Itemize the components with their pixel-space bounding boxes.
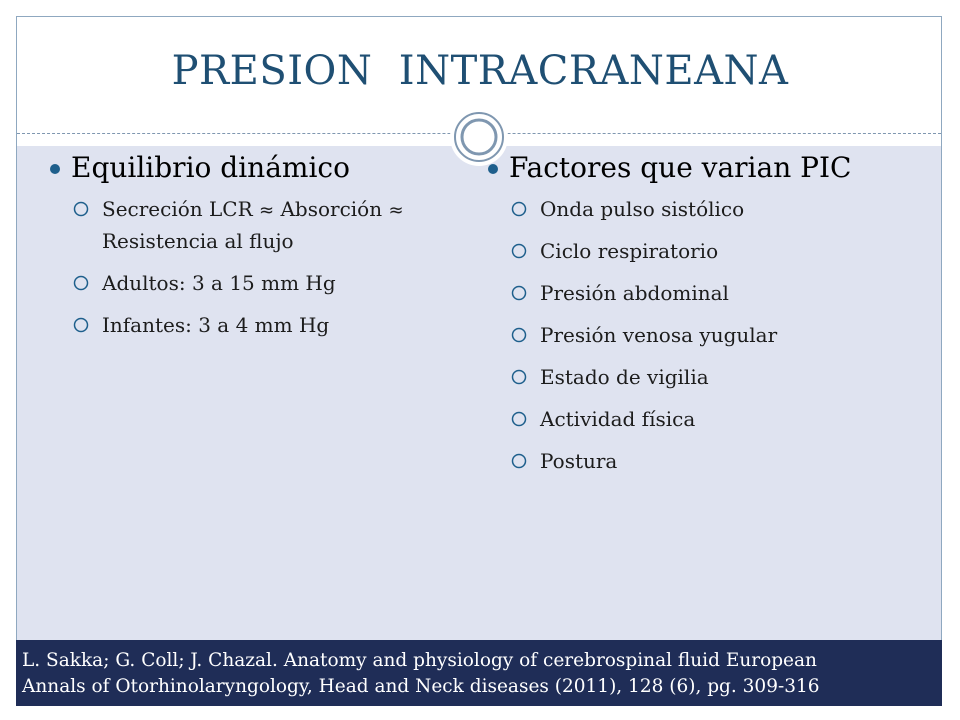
bullet-icon [50,164,60,174]
list-item-text: Actividad física [540,407,696,431]
list-item-text: Presión venosa yugular [540,323,778,347]
citation-box [16,640,942,706]
hollow-circle-icon [510,284,528,302]
list-item-text: Adultos: 3 a 15 mm Hg [102,271,336,295]
list-item [510,236,926,266]
right-heading-text: Factores que varian PIC [509,151,852,184]
list-item [510,446,926,476]
citation-line-2: Annals of Otorhinolaryngology, Head and Neck diseases (2011), 128 (6), pg. 309-316 [22,676,820,697]
list-item-text: Ciclo respiratorio [540,239,719,263]
list-item-text: Estado de vigilia [540,365,709,389]
list-item [72,194,458,256]
left-list [48,194,458,340]
hollow-circle-icon [510,200,528,218]
list-item-text: Infantes: 3 a 4 mm Hg [102,313,330,337]
equilibrium-text-1: Secreción LCR [102,197,260,221]
left-heading [48,148,458,188]
list-item-text: Postura [540,449,618,473]
list-item-text: Presión abdominal [540,281,729,305]
list-item [510,404,926,434]
list-item [72,268,458,298]
hollow-circle-icon [510,242,528,260]
bullet-icon [488,164,498,174]
left-heading-text: Equilibrio dinámico [71,151,350,184]
hollow-circle-icon [72,200,90,218]
equilibrium-text-2: Absorción [274,197,389,221]
left-column [48,148,458,352]
hollow-circle-icon [510,368,528,386]
hollow-circle-icon [72,274,90,292]
hollow-circle-icon [510,410,528,428]
equilibrium-text-3: Resistencia al flujo [102,229,294,253]
right-list [486,194,926,476]
list-item-text: Onda pulso sistólico [540,197,745,221]
right-column [486,148,926,488]
hollow-circle-icon [510,326,528,344]
list-item [72,310,458,340]
hollow-circle-icon [510,452,528,470]
list-item [510,362,926,392]
hollow-circle-icon [72,316,90,334]
approx-symbol: ≈ [388,200,404,221]
list-item [510,320,926,350]
slide-title: PRESION INTRACRANEANA [171,48,789,94]
approx-symbol: ≈ [259,200,275,221]
citation-line-1: L. Sakka; G. Coll; J. Chazal. Anatomy and physiology of cerebrospinal fluid European [22,650,817,671]
list-item [510,278,926,308]
right-heading [486,148,926,188]
list-item [510,194,926,224]
